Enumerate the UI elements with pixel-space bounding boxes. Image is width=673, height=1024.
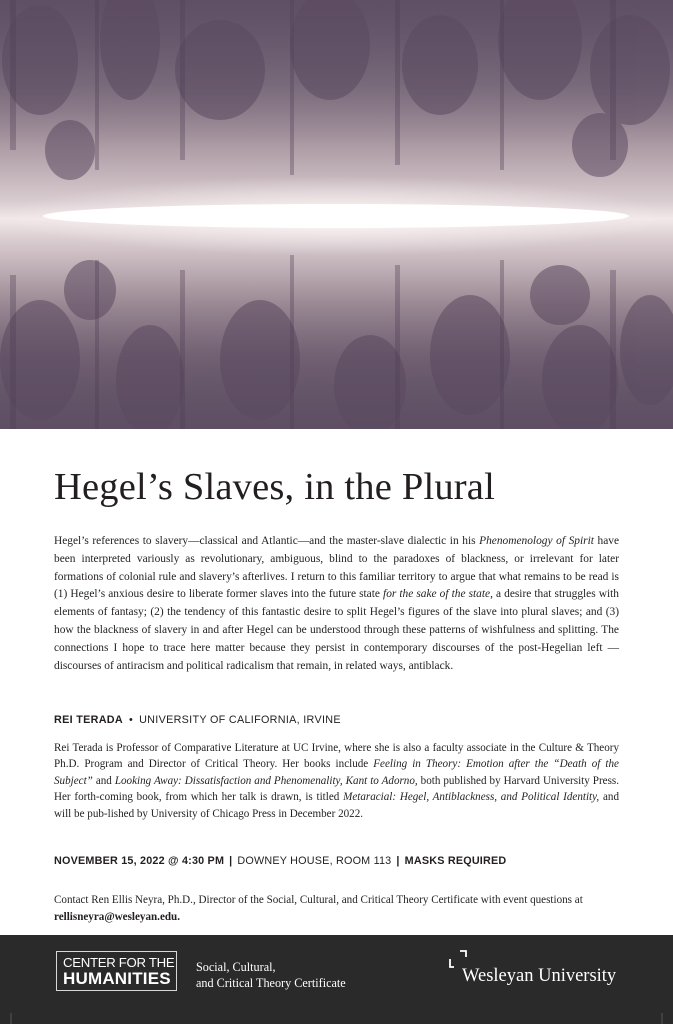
certificate-line-1: Social, Cultural, (196, 960, 276, 974)
event-location: DOWNEY HOUSE, ROOM 113 (237, 855, 392, 867)
event-note: MASKS REQUIRED (404, 855, 507, 867)
speaker-name: REI TERADA (54, 714, 123, 726)
abstract-text-2: have been interpreted variously as revolutionary, ambiguous, blind to the paradoxes of blackness, or irrelevant for later formations of colonial rule and slavery’s afterlives. I return to this familiar territory to argue that what remains to be read is (1) Hegel’s anxious desire to liberate former slaves into the future state (54, 535, 620, 601)
event-details (54, 855, 619, 867)
page-title: Hegel’s Slaves, in the Plural (54, 466, 495, 508)
abstract (54, 533, 619, 675)
speaker-line (54, 714, 619, 726)
abstract-text-3: , a desire that struggles with elements of fantasy; (2) the tendency of this fantastic desire to split Hegel’s figures of the slave into plural slaves; and (3) how the blackness of slavery in and after Hegel can be understood through these patterns of wishfulness and splitting. The connections I hope to trace here matter because they persist in contemporary discourses of the post-Hegelian left —discourses of antiracism and political radicalism that remain, in related ways, antiblack. (54, 588, 619, 672)
footer-bar (0, 935, 673, 1024)
bio-text-3: both published by Harvard University Press. Her forth-coming book, from which her talk is drawn, is titled (54, 774, 619, 804)
light-band (43, 204, 629, 228)
crop-mark-icon (661, 1013, 673, 1024)
center-for-humanities-logo (56, 951, 177, 991)
logo-line-2: HUMANITIES (63, 969, 171, 988)
mirrored-forest-artwork (0, 0, 673, 429)
certificate-name (196, 960, 376, 991)
university-name: Wesleyan University (462, 966, 617, 986)
event-separator-2: | (396, 855, 400, 867)
abstract-text-1: Hegel’s references to slavery—classical and Atlantic—and the master-slave dialectic in his (54, 535, 480, 547)
crop-mark-icon (0, 1013, 12, 1024)
bio-text-4: and will be pub-lished by University of Chicago Press in December 2022. (54, 791, 619, 820)
abstract-italic-1: Phenomenology of Spirit (479, 535, 594, 547)
speaker-affiliation: UNIVERSITY OF CALIFORNIA, IRVINE (139, 714, 341, 726)
certificate-line-2: and Critical Theory Certificate (196, 975, 346, 990)
bio-text-1: Rei Terada is Professor of Comparative Literature at UC Irvine, where she is also a faculty associate in the Culture & Theory Ph.D. Program and Director of Critical Theory. Her books include (54, 742, 619, 771)
speaker-bio (54, 740, 619, 822)
bio-italic-3: Metaracial: Hegel, Antiblackness, and Political Identity, (343, 791, 600, 804)
hero-image (0, 0, 673, 429)
bio-italic-2: Looking Away: Dissatisfaction and Phenomenality, Kant to Adorno, (114, 774, 418, 787)
event-separator-1: | (229, 855, 233, 867)
abstract-italic-2: for the sake of the state (383, 588, 491, 601)
event-date: NOVEMBER 15, 2022 @ 4:30 PM (54, 855, 225, 867)
speaker-separator: • (128, 714, 134, 726)
bio-italic-1: Feeling in Theory: Emotion after the “Death of the Subject” (54, 758, 619, 787)
contact-info (54, 892, 619, 926)
bio-text-2: and (92, 774, 115, 787)
logo-line-1: CENTER FOR THE (63, 955, 175, 970)
contact-text: Contact Ren Ellis Neyra, Ph.D., Director of the Social, Cultural, and Critical Theory Certificate with event questions at (54, 894, 583, 906)
contact-email-link[interactable]: rellisneyra@wesleyan.edu. (54, 911, 180, 923)
